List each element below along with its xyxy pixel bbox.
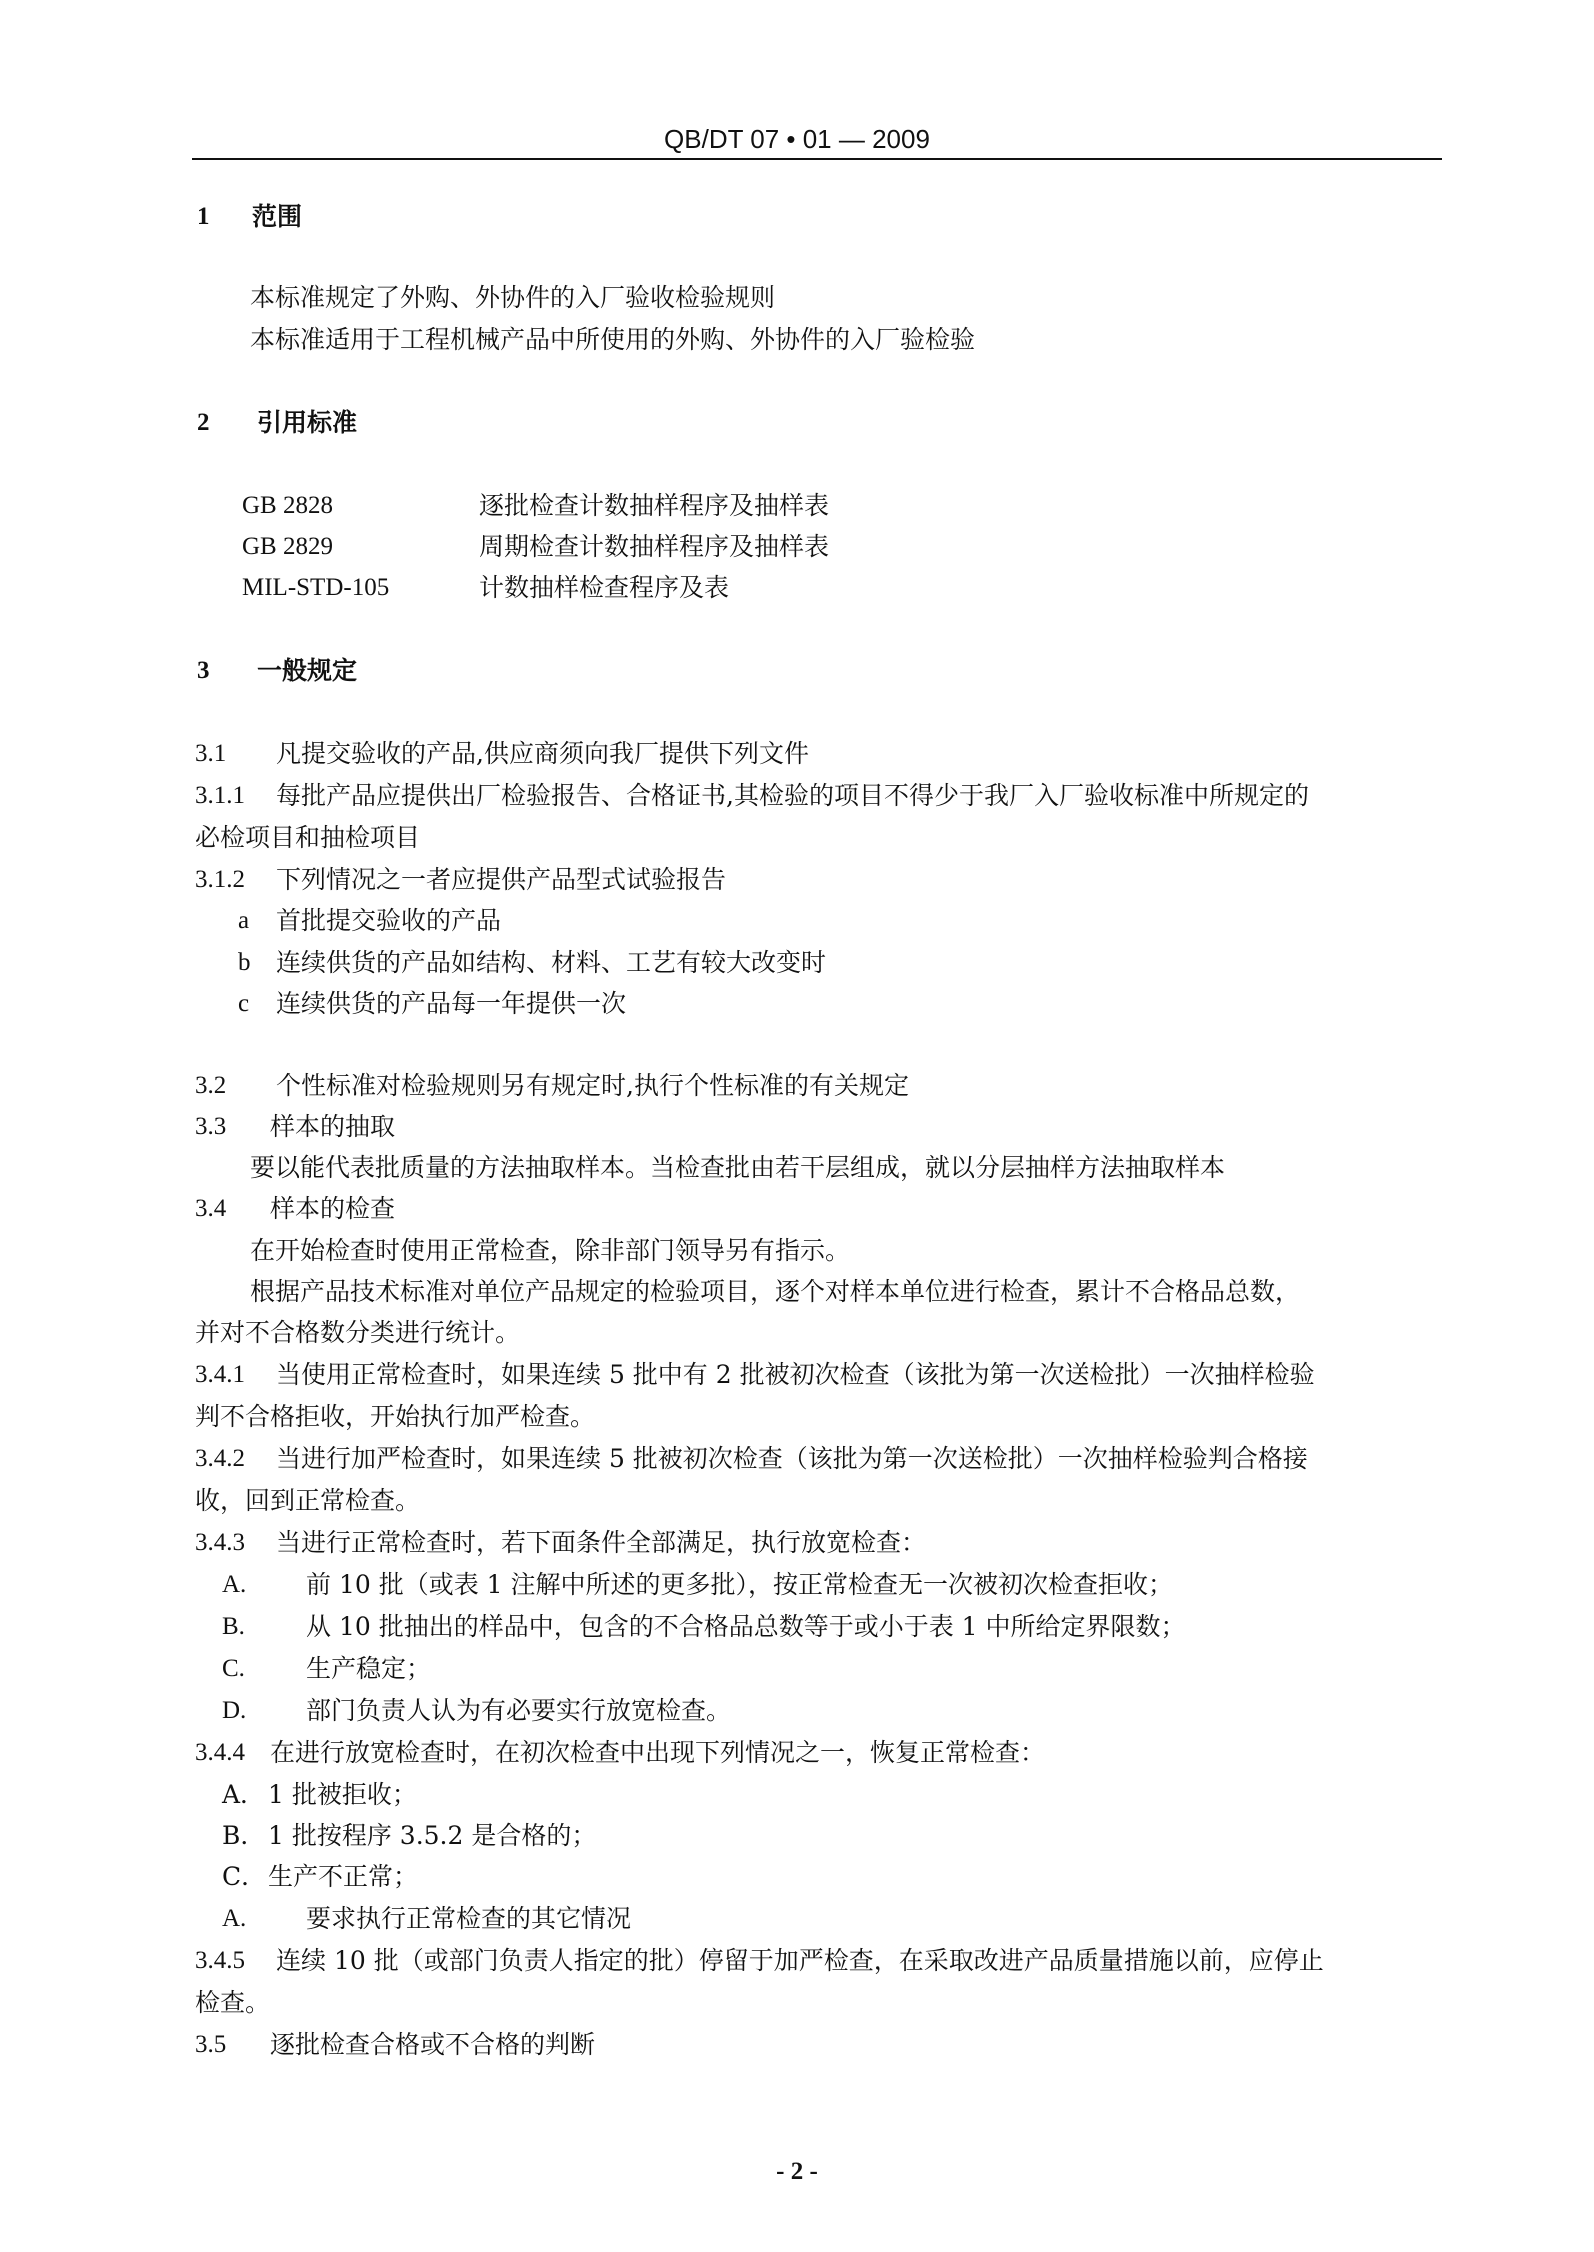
section-2-number: 2 xyxy=(197,409,210,436)
list-item-text: 部门负责人认为有必要实行放宽检查。 xyxy=(306,1696,732,1725)
clause-number: 3.1.1 xyxy=(195,782,245,809)
reference-title: 周期检查计数抽样程序及抽样表 xyxy=(479,532,830,561)
reference-code: MIL-STD-105 xyxy=(242,574,390,601)
document-code: QB/DT 07 • 01 — 2009 xyxy=(664,124,930,154)
list-item-mark: b xyxy=(238,949,251,976)
list-item-text: 生产稳定； xyxy=(306,1654,432,1683)
clause-text: 样本的抽取 xyxy=(270,1112,396,1141)
clause-paragraph: 根据产品技术标准对单位产品规定的检验项目，逐个对样本单位进行检查，累计不合格品总数， xyxy=(250,1277,1301,1306)
list-item-mark: a xyxy=(238,907,250,934)
clause-number: 3.4.2 xyxy=(195,1445,245,1472)
clause-text: 个性标准对检验规则另有规定时,执行个性标准的有关规定 xyxy=(276,1071,909,1100)
list-item-text: 首批提交验收的产品 xyxy=(276,906,502,935)
clause-number: 3.1 xyxy=(195,740,227,767)
list-item-mark: C. xyxy=(222,1655,245,1682)
section-3-number: 3 xyxy=(197,657,210,684)
clause-number: 3.1.2 xyxy=(195,866,245,893)
clause-number: 3.4.4 xyxy=(195,1739,245,1766)
list-item-text: 生产不正常； xyxy=(268,1862,419,1891)
section-2-title: 引用标准 xyxy=(257,408,358,437)
section-1-paragraph-1: 本标准规定了外购、外协件的入厂验收检验规则 xyxy=(250,283,776,312)
list-item-mark: c xyxy=(238,990,250,1017)
header-rule xyxy=(192,158,1442,160)
list-item-mark: C． xyxy=(222,1862,267,1891)
list-item-mark: D. xyxy=(222,1697,247,1724)
clause-text-continued: 判不合格拒收，开始执行加严检查。 xyxy=(195,1402,596,1431)
clause-number: 3.5 xyxy=(195,2031,227,2058)
clause-paragraph: 要以能代表批质量的方法抽取样本。当检查批由若干层组成，就以分层抽样方法抽取样本 xyxy=(250,1153,1226,1182)
clause-text-continued: 检查。 xyxy=(195,1988,271,2017)
clause-number: 3.2 xyxy=(195,1072,227,1099)
clause-number: 3.3 xyxy=(195,1113,227,1140)
list-item-mark: B． xyxy=(222,1821,266,1850)
section-1-paragraph-2: 本标准适用于工程机械产品中所使用的外购、外协件的入厂验检验 xyxy=(250,325,976,354)
clause-text: 样本的检查 xyxy=(270,1194,396,1223)
clause-number: 3.4 xyxy=(195,1195,227,1222)
clause-text: 当进行正常检查时，若下面条件全部满足，执行放宽检查： xyxy=(276,1528,927,1557)
list-item-mark: A. xyxy=(222,1571,247,1598)
list-item-text: 连续供货的产品如结构、材料、工艺有较大改变时 xyxy=(276,948,827,977)
list-item-text: 1 批按程序 3.5.2 是合格的； xyxy=(268,1821,597,1850)
reference-code: GB 2828 xyxy=(242,492,333,519)
clause-number: 3.4.3 xyxy=(195,1529,245,1556)
clause-text-continued: 并对不合格数分类进行统计。 xyxy=(195,1318,521,1347)
page-number: - 2 - xyxy=(776,2158,818,2185)
clause-text: 在进行放宽检查时，在初次检查中出现下列情况之一，恢复正常检查： xyxy=(270,1738,1046,1767)
list-item-text: 要求执行正常检查的其它情况 xyxy=(306,1904,632,1933)
list-item-text: 从 10 批抽出的样品中，包含的不合格品总数等于或小于表 1 中所给定界限数； xyxy=(306,1612,1186,1641)
clause-text: 凡提交验收的产品,供应商须向我厂提供下列文件 xyxy=(276,739,809,768)
list-item-text: 前 10 批（或表 1 注解中所述的更多批），按正常检查无一次被初次检查拒收； xyxy=(306,1570,1174,1599)
list-item-text: 1 批被拒收； xyxy=(268,1780,417,1809)
clause-number: 3.4.5 xyxy=(195,1947,245,1974)
clause-text: 当进行加严检查时，如果连续 5 批被初次检查（该批为第一次送检批）一次抽样检验判合格接 xyxy=(276,1444,1308,1473)
clause-text-continued: 收，回到正常检查。 xyxy=(195,1486,421,1515)
clause-text: 每批产品应提供出厂检验报告、合格证书,其检验的项目不得少于我厂入厂验收标准中所规定的 xyxy=(276,781,1309,810)
list-item-mark: B. xyxy=(222,1613,245,1640)
clause-text: 当使用正常检查时，如果连续 5 批中有 2 批被初次检查（该批为第一次送检批）一次抽样检验 xyxy=(276,1360,1315,1389)
section-1-title: 范围 xyxy=(252,202,303,231)
clause-text: 逐批检查合格或不合格的判断 xyxy=(270,2030,596,2059)
list-item-text: 连续供货的产品每一年提供一次 xyxy=(276,989,627,1018)
clause-text-continued: 必检项目和抽检项目 xyxy=(195,823,421,852)
reference-title: 计数抽样检查程序及表 xyxy=(479,573,730,602)
clause-text: 下列情况之一者应提供产品型式试验报告 xyxy=(276,865,727,894)
clause-paragraph: 在开始检查时使用正常检查，除非部门领导另有指示。 xyxy=(250,1236,851,1265)
clause-number: 3.4.1 xyxy=(195,1361,245,1388)
clause-text: 连续 10 批（或部门负责人指定的批）停留于加严检查，在采取改进产品质量措施以前，应停止 xyxy=(276,1946,1324,1975)
section-3-title: 一般规定 xyxy=(257,656,358,685)
reference-title: 逐批检查计数抽样程序及抽样表 xyxy=(479,491,830,520)
reference-code: GB 2829 xyxy=(242,533,333,560)
section-1-number: 1 xyxy=(197,203,210,230)
list-item-mark: A． xyxy=(222,1780,266,1809)
list-item-mark: A. xyxy=(222,1905,247,1932)
